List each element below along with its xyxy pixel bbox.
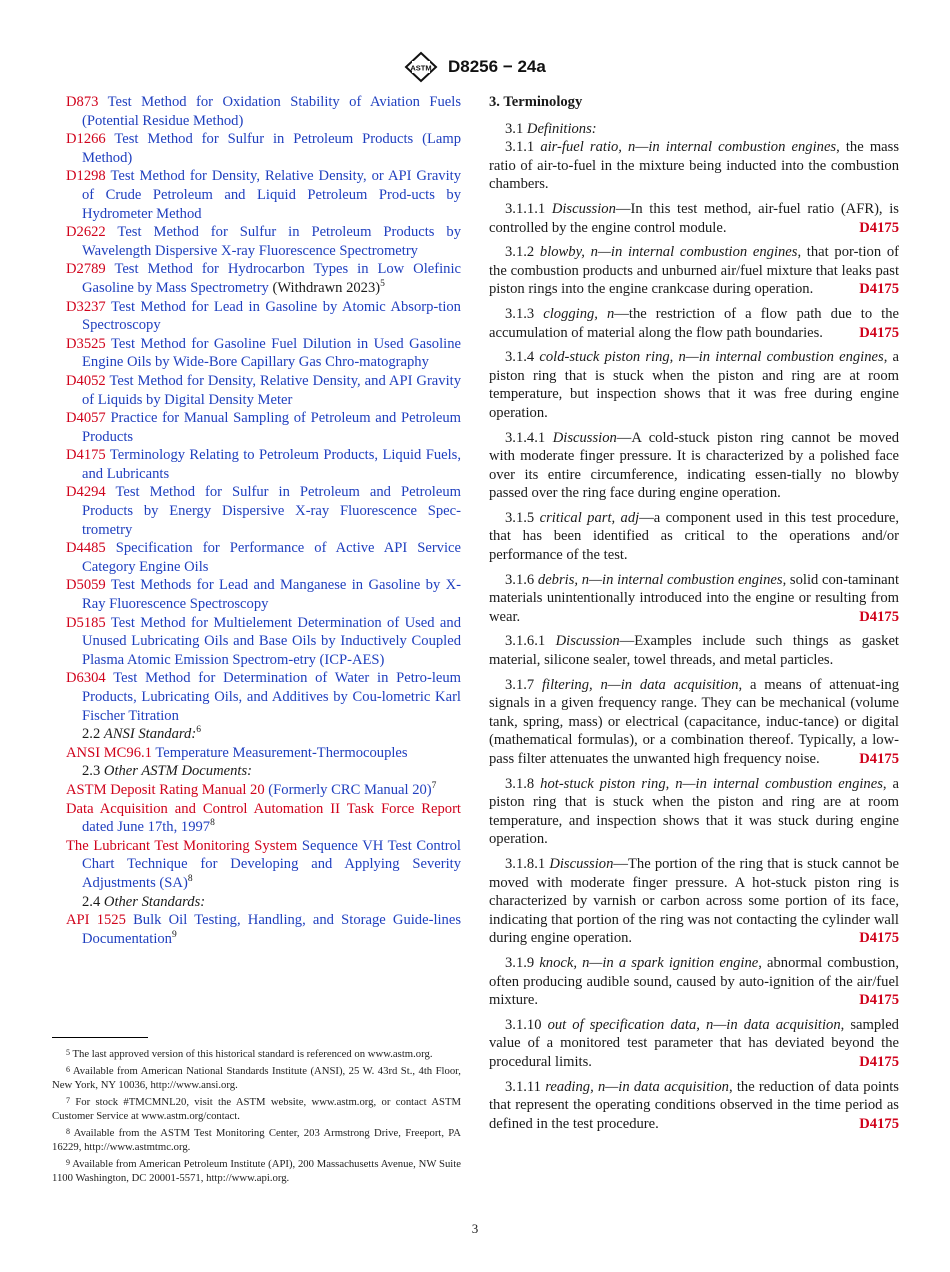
term-name: hot-stuck piston ring, n—in internal combustion engines <box>540 775 883 792</box>
reference-title-link[interactable]: Terminology Relating to Petroleum Products, Liquid Fuels, and Lubricants <box>82 447 462 482</box>
footnote-number: 6 <box>66 1065 70 1074</box>
term-body: —Examples include such things as gasket material, silicone sealer, towel threads, and metal particles. <box>489 633 899 669</box>
term-body: —the restriction of a flow path due to the accumulation of material along the flow path boundaries. <box>489 305 899 341</box>
other-astm-item <box>66 837 461 893</box>
term-definition <box>489 200 899 237</box>
term-body: —a component used in this test procedure, that has been identified as critical to the operations and/or performance of the test. <box>489 509 900 564</box>
footnote-text: Available from the ASTM Test Monitoring Center, 203 Armstrong Drive, Freeport, PA 16229, http://www.astmtmc.org. <box>52 1127 461 1153</box>
reference-code-link[interactable]: D2789 <box>66 261 106 278</box>
term-number: 3.1.11 <box>505 1078 541 1095</box>
footnote <box>52 1156 461 1185</box>
term-number: 3.1.1 <box>505 139 535 156</box>
reference-code-link[interactable]: D873 <box>66 94 99 110</box>
term-name: knock, n—in a spark ignition engine <box>539 954 759 971</box>
term-definition <box>489 775 899 849</box>
footnote-text: Available from American National Standards Institute (ANSI), 25 W. 43rd St., 4th Floor, New York, NY 10036, http://www.ansi.org. <box>52 1065 461 1091</box>
other-astm-code-link[interactable]: Data Acquisition and Control Automation II Task Force Report <box>66 800 461 817</box>
term-number: 3.1.4.1 <box>505 429 546 446</box>
term-name: critical part, adj <box>539 509 640 526</box>
term-body: , the mass ratio of air-to-fuel in the mixture being inducted into the combustion chambers. <box>489 139 900 193</box>
footnote-text: The last approved version of this historical standard is referenced on www.astm.org. <box>72 1048 433 1060</box>
reference-title-link[interactable]: Test Method for Density, Relative Density, or API Gravity of Crude Petroleum and Liquid Petroleum Prod-ucts by Hydrometer Method <box>82 168 462 222</box>
term-definition <box>489 954 899 1010</box>
term-name: Discussion <box>551 200 616 217</box>
term-name: air-fuel ratio, n—in internal combustion engines <box>540 139 837 156</box>
reference-title-link[interactable]: Practice for Manual Sampling of Petroleum and Petroleum Products <box>82 410 461 445</box>
reference-code-link[interactable]: D2622 <box>66 224 106 241</box>
footnote <box>52 1125 461 1154</box>
reference-title-link[interactable]: Test Method for Hydrocarbon Types in Low Olefinic Gasoline by Mass Spectrometry <box>82 261 461 296</box>
term-body: , a piston ring that is stuck when the piston and ring are at room temperature, and inspection shows that it was stuck during engine operation. <box>489 775 899 848</box>
ansi-title-link[interactable]: Temperature Measurement-Thermocouples <box>155 744 408 761</box>
reference-title-link[interactable]: Test Method for Sulfur in Petroleum Products by Wavelength Dispersive X-ray Fluorescence Spectrometry <box>82 224 461 259</box>
footnote-number: 7 <box>66 1096 70 1105</box>
term-definition <box>489 1016 899 1072</box>
term-name: debris, n—in internal combustion engines <box>537 571 783 588</box>
footnote-ref: 8 <box>210 818 215 829</box>
term-source-link[interactable]: D4175 <box>859 219 899 236</box>
reference-title-link[interactable]: Test Method for Density, Relative Density, and API Gravity of Liquids by Digital Density Meter <box>82 372 461 408</box>
term-body: , a piston ring that is stuck when the piston and ring are at room temperature, but inspection shows that it was free during engine operation. <box>489 349 899 421</box>
term-number: 3.1.7 <box>505 676 535 693</box>
term-name: Discussion <box>555 633 620 650</box>
term-number: 3.1.8.1 <box>505 855 546 872</box>
term-body: , a means of attenuat-ing signals in a given frequency range. They can be mechanical (volume tank, spring, mass) or electrical (capacitance, induc-tance) or digital (mathematical formulas), or a combination thereof. Typically, a low-pass filter attenuates the unwanted high frequency noise. <box>489 676 899 767</box>
other-astm-code-link[interactable]: The Lubricant Test Monitoring System <box>66 837 298 854</box>
footnote <box>52 1094 461 1123</box>
other-astm-title-link[interactable]: dated June 17th, 1997 <box>82 819 211 836</box>
term-body: —A cold-stuck piston ring cannot be moved with moderate finger pressure. It is characterized by a polished face over its entire circumference, indicating essen-tially no blowby passed over the ring face during engine operation. <box>489 429 899 502</box>
reference-title-link[interactable]: Test Method for Gasoline Fuel Dilution in Used Gasoline Engine Oils by Wide-Bore Capillary Gas Chro-matography <box>82 335 461 371</box>
section-heading: 3. Terminology <box>489 94 583 110</box>
reference-item <box>66 576 461 613</box>
term-body: , the reduction of data points that represent the operating conditions observed in the time period as defined in the test procedure. <box>489 1078 899 1132</box>
referenced-documents-list <box>66 93 461 725</box>
footnote-number: 8 <box>66 1127 70 1136</box>
reference-code-link[interactable]: D4052 <box>66 372 106 389</box>
other-astm-title-link[interactable]: (Formerly CRC Manual 20) <box>268 781 432 798</box>
reference-code-link[interactable]: D5185 <box>66 614 106 631</box>
reference-title-link[interactable]: Test Method for Determination of Water in Petro-leum Products, Lubricating Oils, and Additives by Cou-lometric Karl Fischer Titration <box>82 670 462 724</box>
term-definition <box>489 632 899 669</box>
term-name: Discussion <box>549 855 614 872</box>
term-definition <box>489 243 899 299</box>
page-header <box>0 50 950 84</box>
reference-code-link[interactable]: D1298 <box>66 168 106 185</box>
footnote-text: Available from American Petroleum Institute (API), 200 Massachusetts Avenue, NW Suite 1100 Washington, DC 20001-5571, http://www.api.org. <box>52 1158 461 1184</box>
term-definition <box>489 571 899 627</box>
term-body: —The portion of the ring that is stuck cannot be moved with moderate finger pressure. A hot-stuck piston ring is characterized by varnish or carbon across some portion of its face, indicating that portion of the ring was not contacting the cylinder wall during engine operation. <box>489 855 899 947</box>
reference-title-link[interactable]: Test Method for Oxidation Stability of Aviation Fuels (Potential Residue Method) <box>82 94 462 129</box>
reference-item <box>66 539 461 576</box>
term-number: 3.1.9 <box>505 954 535 971</box>
term-body: , that por-tion of the combustion products and unburned air/fuel mixture that leaks past piston rings into the engine crankcase during operation. <box>489 244 899 298</box>
ansi-code-link[interactable]: ANSI MC96.1 <box>66 744 152 761</box>
term-number: 3.1.10 <box>505 1016 542 1033</box>
other-astm-item <box>66 781 461 800</box>
reference-item <box>66 372 461 409</box>
term-source-link[interactable]: D4175 <box>859 751 899 767</box>
reference-code-link[interactable]: D4057 <box>66 410 106 427</box>
footnote-number: 9 <box>66 1158 70 1167</box>
term-body: , solid con-taminant materials unintentionally introduced into the engine or resulting from wear. <box>489 571 899 625</box>
term-name: out of specification data, n—in data acquisition <box>547 1016 841 1033</box>
term-name: clogging, n <box>543 305 615 322</box>
reference-suffix: (Withdrawn 2023) <box>268 279 381 296</box>
api-code-link[interactable]: API 1525 <box>66 912 126 929</box>
reference-item <box>66 614 461 670</box>
reference-title-link[interactable]: Test Method for Multielement Determination of Used and Unused Lubricating Oils and Base Oils by Inductively Coupled Plasma Atomic Emission Spectrom-etry (ICP-AES) <box>82 614 461 668</box>
reference-title-link[interactable]: Test Method for Lead in Gasoline by Atomic Absorp-tion Spectroscopy <box>82 298 461 334</box>
term-definition <box>489 676 899 769</box>
reference-title-link[interactable]: Test Method for Sulfur in Petroleum and Petroleum Products by Energy Dispersive X-ray Fluorescence Spec-trometry <box>82 484 461 538</box>
footnote <box>52 1063 461 1092</box>
reference-code-link[interactable]: D3237 <box>66 298 106 315</box>
term-definition <box>489 429 899 503</box>
term-number: 3.1.6 <box>505 571 535 588</box>
definitions-heading: 3.1 Definitions: <box>505 120 597 137</box>
term-definition <box>489 1078 899 1134</box>
reference-item <box>66 298 461 335</box>
api-ref: API 1525 Bulk Oil Testing, Handling, and Storage Guide-lines Documentation$^9$ <box>66 912 462 947</box>
reference-title-link[interactable]: Test Method for Sulfur in Petroleum Products (Lamp Method) <box>82 131 461 166</box>
reference-code-link[interactable]: D3525 <box>66 335 106 352</box>
term-source-link[interactable]: D4175 <box>859 608 899 625</box>
term-source-link[interactable]: D4175 <box>859 1053 899 1070</box>
term-definition <box>489 138 899 194</box>
term-name: cold-stuck piston ring, n—in internal combustion engines <box>539 349 884 366</box>
term-name: filtering, n—in data acquisition <box>542 676 739 693</box>
astm-logo-icon <box>402 50 440 84</box>
footnote-ref: 7 <box>431 780 437 791</box>
other-astm-list <box>66 781 461 893</box>
footnote-divider <box>52 1037 148 1038</box>
reference-item <box>66 483 461 539</box>
reference-item <box>66 446 461 483</box>
reference-title-link[interactable]: Test Methods for Lead and Manganese in Gasoline by X-Ray Fluorescence Spectroscopy <box>82 577 461 613</box>
term-name: Discussion <box>552 429 617 446</box>
term-definition <box>489 348 899 422</box>
reference-item <box>66 409 461 446</box>
term-name: reading, n—in data acquisition <box>545 1078 729 1095</box>
reference-code-link[interactable]: D1266 <box>66 131 106 148</box>
other-astm-heading: 2.3 Other ASTM Documents: <box>82 763 252 780</box>
term-body: , sampled value of a monitored test parameter that has deviated beyond the procedural limits. <box>489 1016 899 1070</box>
term-number: 3.1.2 <box>505 244 535 261</box>
term-number: 3.1.8 <box>505 775 535 792</box>
term-source-link[interactable]: D4175 <box>859 930 899 947</box>
reference-code-link[interactable]: D4485 <box>66 540 106 557</box>
term-source-link[interactable]: D4175 <box>859 992 899 1009</box>
reference-code-link[interactable]: D6304 <box>66 670 106 687</box>
footnote-ref: 8 <box>187 873 193 884</box>
reference-item <box>66 260 461 297</box>
term-source-link[interactable]: D4175 <box>859 281 899 298</box>
term-number: 3.1.5 <box>505 509 535 526</box>
ansi-heading: 2.2 ANSI Standard:$^6$ <box>82 725 201 743</box>
term-definition <box>489 855 899 948</box>
page-number: 3 <box>471 1221 479 1236</box>
term-number: 3.1.1.1 <box>505 200 546 217</box>
reference-item <box>66 669 461 725</box>
api-title-link[interactable]: Bulk Oil Testing, Handling, and Storage Guide-lines Documentation <box>82 912 462 947</box>
term-definition <box>489 305 899 342</box>
reference-code-link[interactable]: D4175 <box>66 447 106 464</box>
term-body: —In this test method, air-fuel ratio (AFR), is controlled by the engine control module. <box>489 200 899 236</box>
other-astm-title-link[interactable]: Sequence VH Test Control Chart Technique for Developing and Applying Severity Adjustments (SA) <box>82 837 461 891</box>
footnote-ref: 5 <box>380 278 385 289</box>
term-number: 3.1.6.1 <box>505 633 546 650</box>
term-number: 3.1.4 <box>505 349 535 366</box>
reference-code-link[interactable]: D5059 <box>66 577 106 594</box>
term-definition <box>489 509 899 565</box>
terms-list <box>489 138 899 1133</box>
svg-text:ASTM: ASTM <box>410 63 432 73</box>
ansi-ref <box>66 744 461 763</box>
right-column <box>489 93 899 1133</box>
document-designation: D8256 − 24a <box>448 57 546 76</box>
term-body: , abnormal combustion, often producing audible sound, caused by auto-ignition of the air/fuel mixture. <box>489 954 899 1009</box>
other-standards-heading: 2.4 Other Standards: <box>82 893 206 910</box>
reference-item <box>66 167 461 223</box>
reference-item <box>66 223 461 260</box>
footnote-number: 5 <box>66 1048 70 1057</box>
left-column <box>66 93 461 948</box>
footnotes <box>52 1046 461 1187</box>
term-source-link[interactable]: D4175 <box>859 324 899 341</box>
reference-item <box>66 93 461 130</box>
reference-code-link[interactable]: D4294 <box>66 484 106 501</box>
term-source-link[interactable]: D4175 <box>859 1115 899 1132</box>
footnote-text: For stock #TMCMNL20, visit the ASTM website, www.astm.org, or contact ASTM Customer Service at www.astm.org/contact. <box>52 1096 462 1122</box>
term-name: blowby, n—in internal combustion engines <box>539 244 798 261</box>
other-astm-code-link[interactable]: ASTM Deposit Rating Manual 20 <box>66 781 265 798</box>
reference-title-link[interactable]: Specification for Performance of Active API Service Category Engine Oils <box>82 540 461 575</box>
footnote <box>52 1046 461 1061</box>
other-astm-item <box>66 800 461 837</box>
term-number: 3.1.3 <box>505 305 535 322</box>
reference-item <box>66 335 461 372</box>
reference-item <box>66 130 461 167</box>
